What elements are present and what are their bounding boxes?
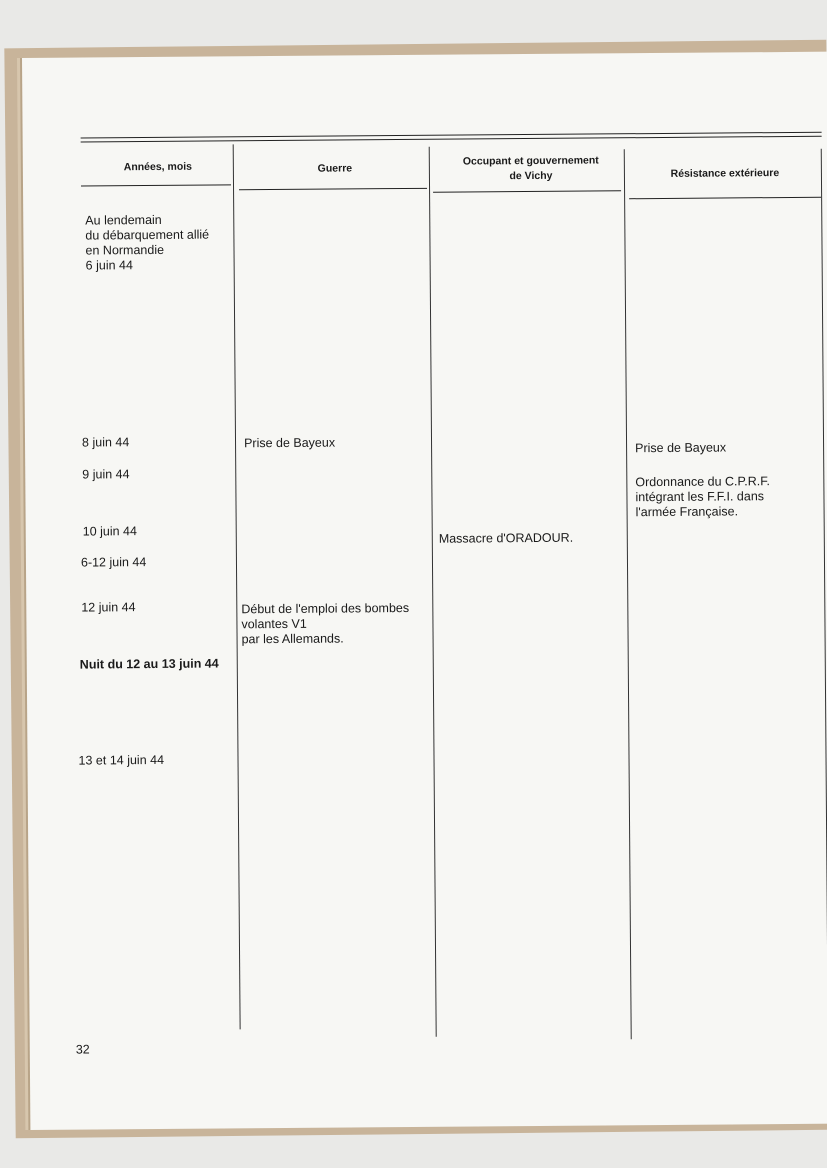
resistance-cell: Prise de Bayeux [635,440,727,456]
column-divider-4 [821,149,827,1039]
header-annees: Années, mois [123,160,193,174]
date-cell: Au lendemain du débarquement allié en Normandie 6 juin 44 [85,212,210,273]
date-cell: 12 juin 44 [81,600,136,615]
header-underline-resistance [629,197,821,200]
column-divider-1 [233,144,241,1029]
column-divider-2 [429,147,437,1037]
date-cell: 9 juin 44 [82,467,130,482]
header-underline-occupant [433,190,621,192]
date-cell: 10 juin 44 [82,524,137,539]
date-cell: 8 juin 44 [81,435,130,450]
guerre-cell: Prise de Bayeux [243,435,336,451]
page-number: 32 [75,1042,90,1057]
date-cell: Nuit du 12 au 13 juin 44 [79,656,219,672]
document-page [22,52,827,1130]
header-underline-guerre [239,188,427,190]
resistance-cell: Ordonnance du C.P.R.F. intégrant les F.F.I. dans l'armée Française. [635,474,770,520]
header-resistance: Résistance extérieure [670,167,780,180]
header-underline-annees [81,184,231,186]
occupant-cell: Massacre d'ORADOUR. [438,530,574,546]
column-divider-3 [624,149,632,1039]
date-cell: 6-12 juin 44 [80,555,147,570]
header-guerre: Guerre [317,162,353,175]
guerre-cell: Début de l'emploi des bombes volantes V1 par les Allemands. [241,600,410,647]
date-cell: 13 et 14 juin 44 [78,752,165,768]
header-occupant: Occupant et gouvernement de Vichy [462,154,599,183]
